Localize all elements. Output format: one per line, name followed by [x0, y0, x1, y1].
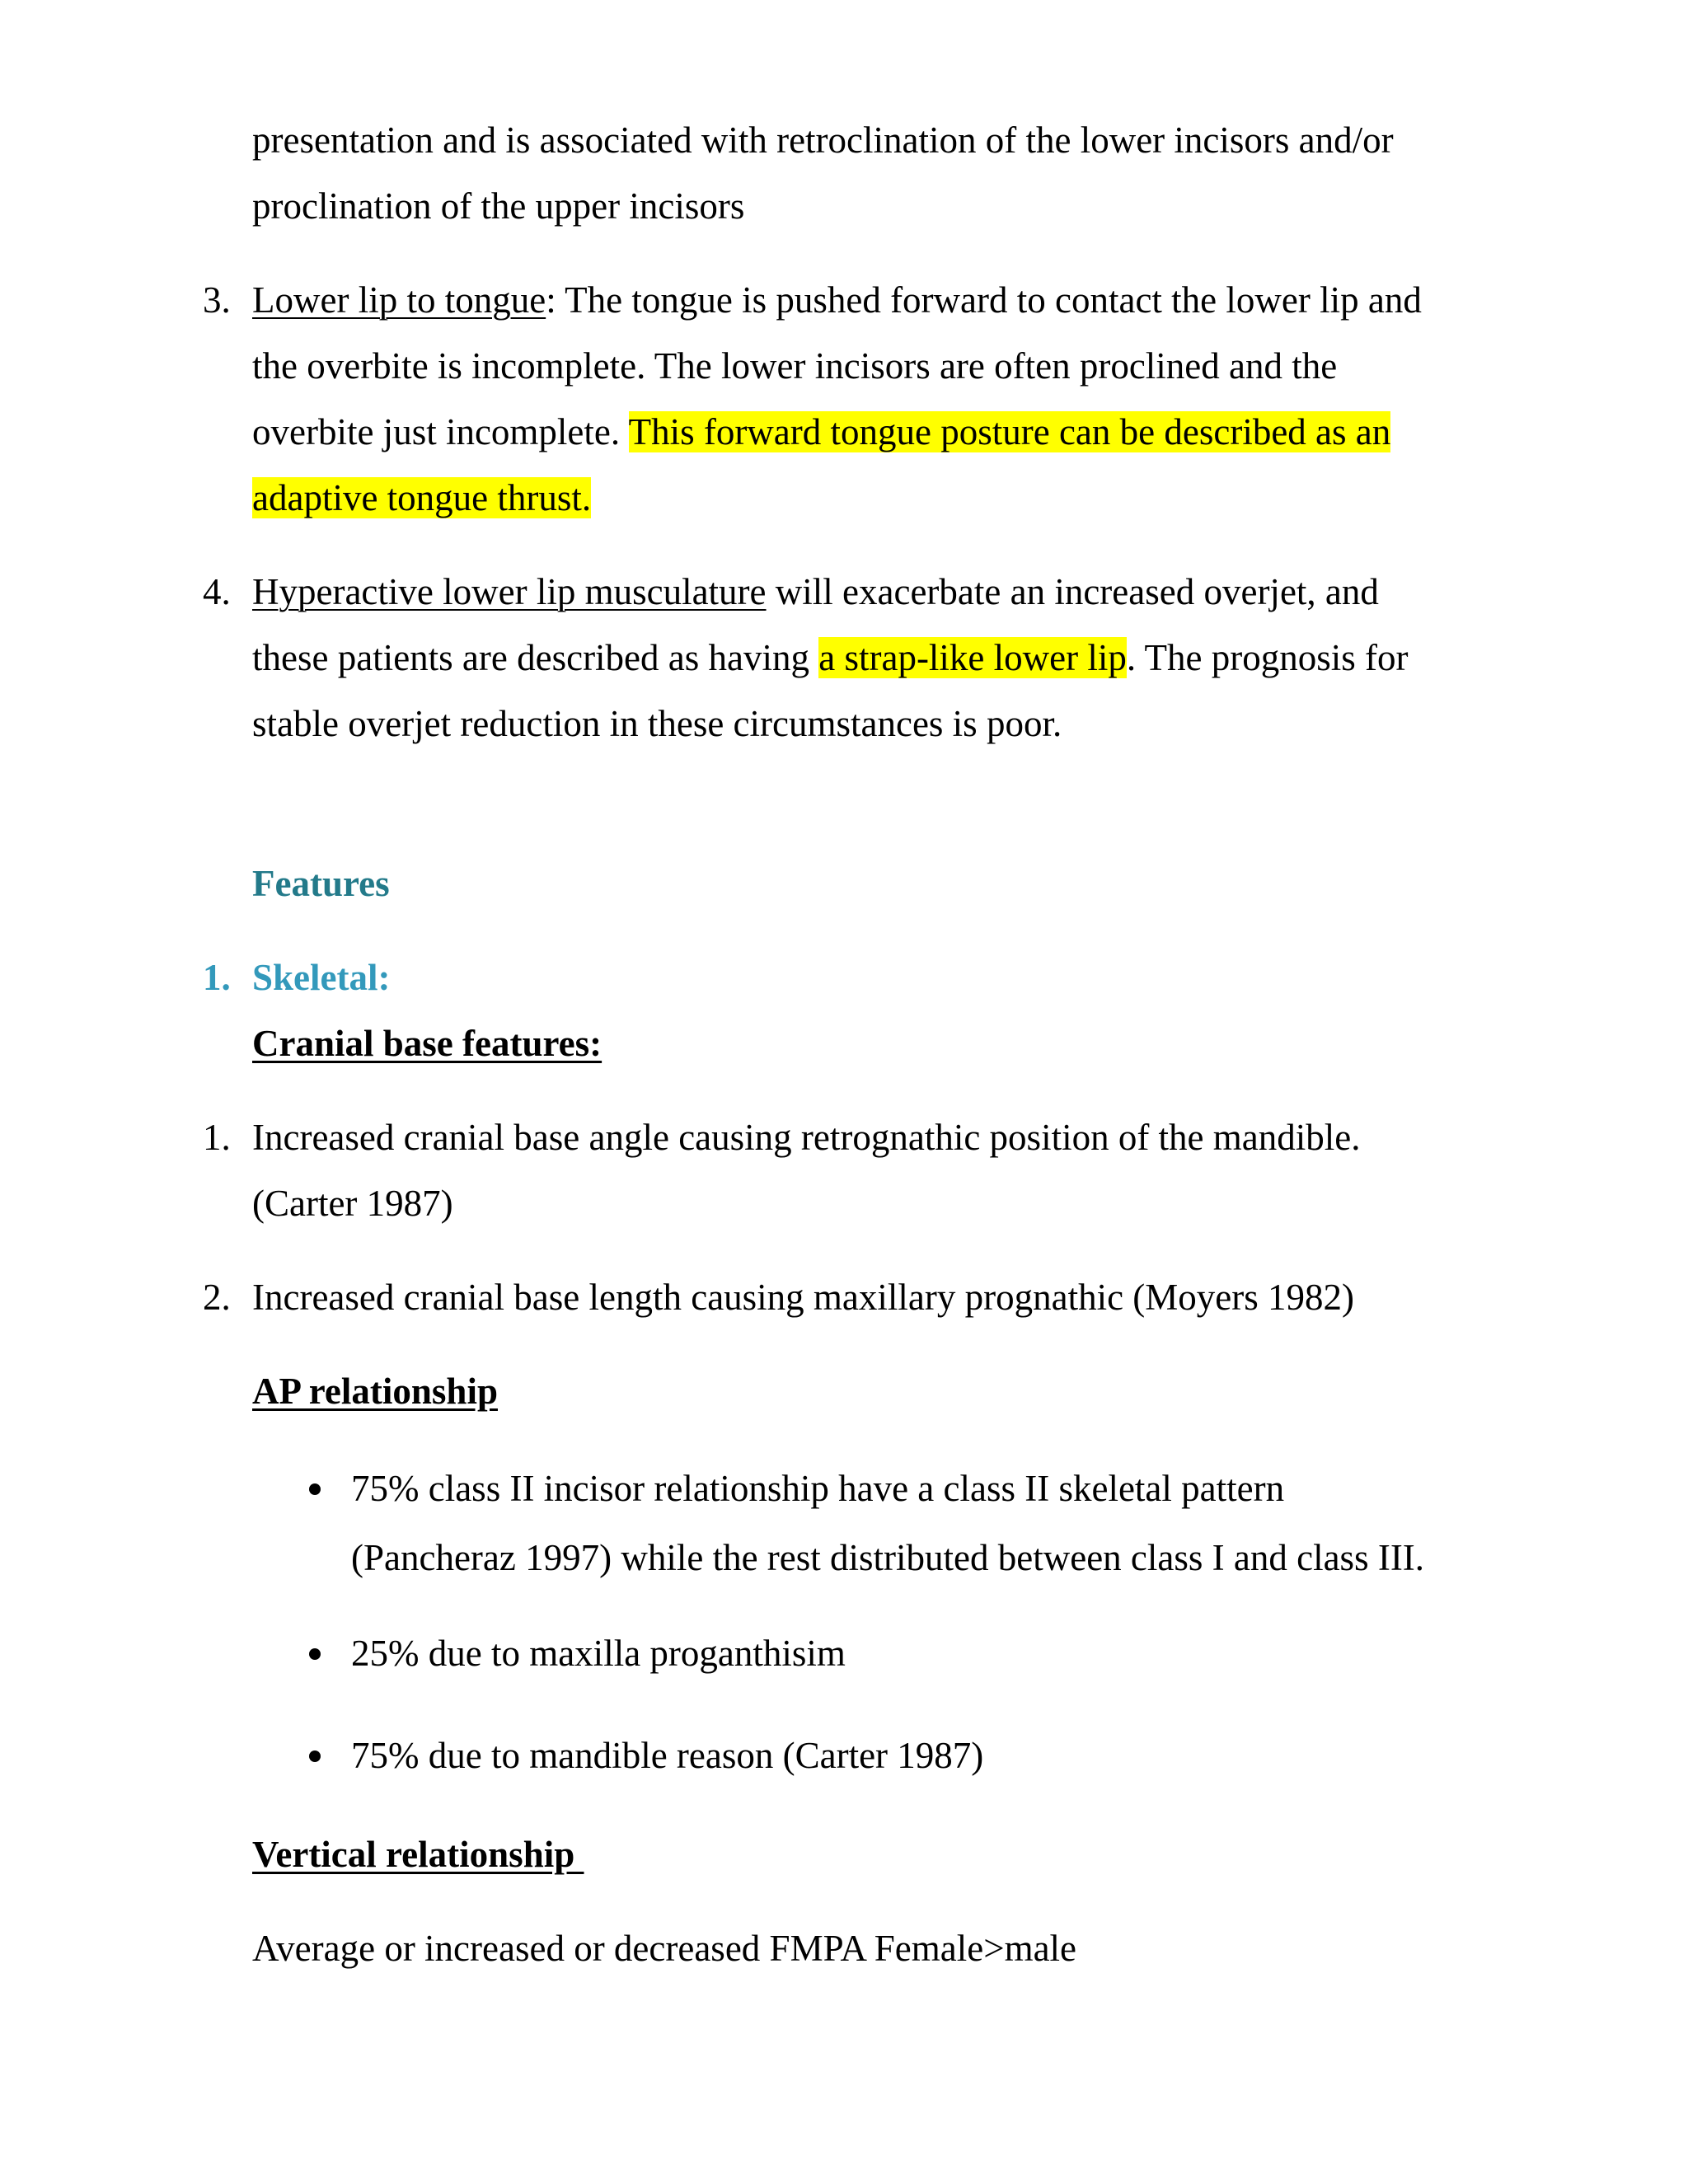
list-item-line	[252, 409, 1390, 455]
list-item-line: the overbite is incomplete. The lower incisors are often proclined and the	[252, 345, 1338, 387]
list-item-line: Increased cranial base angle causing retrognathic position of the mandible.	[252, 1117, 1361, 1158]
list-item-line	[252, 277, 1422, 323]
bullet-dot	[309, 1648, 321, 1660]
text-run: these patients are described as having	[252, 637, 819, 678]
list-item-line: (Carter 1987)	[252, 1183, 453, 1224]
bullet-item-line: 25% due to maxilla proganthisim	[351, 1633, 846, 1674]
bullet-item-line: (Pancheraz 1997) while the rest distributed between class I and class III.	[351, 1537, 1425, 1578]
list-item-line	[252, 475, 591, 521]
highlighted-text: a strap-like lower lip	[818, 637, 1127, 678]
paragraph-line: Average or increased or decreased FMPA Female>male	[252, 1928, 1077, 1969]
text-run: overbite just incomplete.	[252, 411, 629, 452]
text-run: . The prognosis for	[1126, 637, 1409, 678]
subheading-cranial-base: Cranial base features:	[252, 1023, 603, 1064]
paragraph-line: presentation and is associated with retroclination of the lower incisors and/or	[252, 120, 1394, 161]
bullet-item-line: 75% due to mandible reason (Carter 1987)	[351, 1735, 984, 1776]
highlighted-text: This forward tongue posture can be described as an	[628, 411, 1391, 452]
subheading-ap-relationship: AP relationship	[252, 1371, 498, 1412]
list-number: 1.	[203, 1117, 231, 1158]
bullet-dot	[309, 1750, 321, 1762]
underlined-term: Hyperactive lower lip musculature	[252, 571, 767, 612]
list-number: 2.	[203, 1277, 231, 1318]
bullet-dot	[309, 1483, 321, 1495]
list-number: 4.	[203, 571, 231, 612]
underlined-term: Lower lip to tongue	[252, 279, 546, 321]
paragraph-line: proclination of the upper incisors	[252, 185, 745, 227]
list-item-line: stable overjet reduction in these circumstances is poor.	[252, 703, 1062, 744]
subheading-vertical-relationship: Vertical relationship	[252, 1834, 584, 1875]
list-item-line: Increased cranial base length causing maxillary prognathic (Moyers 1982)	[252, 1277, 1355, 1318]
list-item-line	[252, 569, 1379, 615]
text-run: will exacerbate an increased overjet, and	[766, 571, 1379, 612]
list-number: 3.	[203, 279, 231, 321]
section-heading-features: Features	[252, 863, 390, 904]
list-item-line	[252, 635, 1409, 681]
subheading-skeletal: Skeletal:	[252, 957, 391, 998]
bullet-item-line: 75% class II incisor relationship have a class II skeletal pattern	[351, 1468, 1285, 1509]
text-run: : The tongue is pushed forward to contact the lower lip and	[546, 279, 1422, 321]
list-number: 1.	[203, 957, 231, 998]
highlighted-text: adaptive tongue thrust.	[252, 477, 592, 518]
